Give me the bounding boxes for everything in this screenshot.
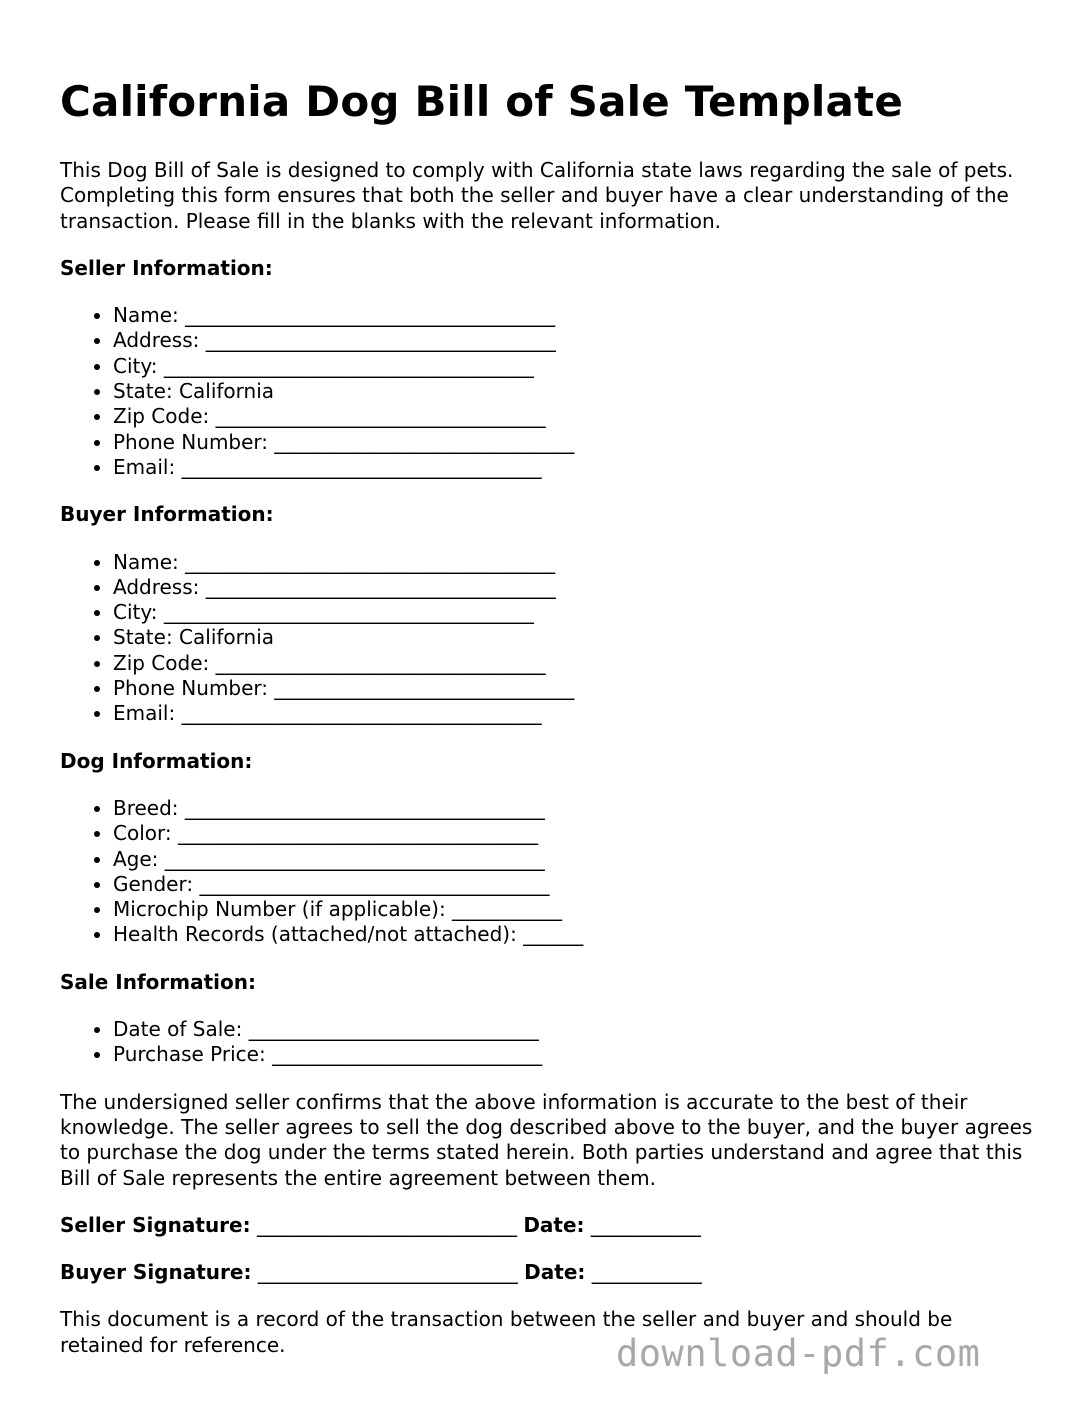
seller-email-field: • Email: ____________________________________ — [113, 455, 1040, 480]
buyer-name-field: • Name: _____________________________________ — [113, 550, 1040, 575]
seller-section-heading: Seller Information: — [60, 255, 273, 280]
dog-breed-field: • Breed: ____________________________________ — [113, 796, 1040, 821]
document-page — [60, 78, 1040, 1358]
buyer-signature-label: Buyer Signature: — [60, 1260, 252, 1285]
watermark-text: download-pdf.com — [616, 1332, 981, 1375]
buyer-address-field: • Address: ___________________________________ — [113, 575, 1040, 600]
sale-price-field: • Purchase Price: ___________________________ — [113, 1042, 1040, 1067]
sale-date-field: • Date of Sale: _____________________________ — [113, 1017, 1040, 1042]
dog-color-field: • Color: ____________________________________ — [113, 821, 1040, 846]
dog-health-records-field: • Health Records (attached/not attached): ______ — [113, 922, 1040, 947]
buyer-zip-field: • Zip Code: _________________________________ — [113, 651, 1040, 676]
seller-date-blank: ___________ — [584, 1212, 701, 1237]
seller-signature-blank: __________________________ — [250, 1212, 524, 1237]
document-title: California Dog Bill of Sale Template — [60, 77, 904, 126]
buyer-email-field: • Email: ____________________________________ — [113, 701, 1040, 726]
seller-field-list — [60, 303, 1040, 480]
dog-gender-field: • Gender: ___________________________________ — [113, 872, 1040, 897]
buyer-date-label: Date: — [524, 1260, 586, 1285]
dog-microchip-field: • Microchip Number (if applicable): ___________ — [113, 897, 1040, 922]
buyer-signature-line — [60, 1260, 1040, 1285]
seller-signature-label: Seller Signature: — [60, 1212, 251, 1237]
buyer-city-field: • City: _____________________________________ — [113, 600, 1040, 625]
seller-city-field: • City: _____________________________________ — [113, 354, 1040, 379]
sale-section-heading: Sale Information: — [60, 969, 256, 994]
seller-signature-line — [60, 1213, 1040, 1238]
dog-section-heading: Dog Information: — [60, 748, 253, 773]
seller-zip-field: • Zip Code: _________________________________ — [113, 404, 1040, 429]
buyer-date-blank: ___________ — [585, 1260, 702, 1285]
buyer-section-heading: Buyer Information: — [60, 502, 274, 527]
closing-paragraph: The undersigned seller confirms that the above information is accurate to the best of their knowledge. The seller agrees to sell the dog described above to the buyer, and the buyer agrees to purchase the dog under the terms stated herein. Both parties understand and agree that this Bill of Sale represents the entire agreement between them. — [60, 1089, 1033, 1190]
buyer-phone-field: • Phone Number: ______________________________ — [113, 676, 1040, 701]
seller-phone-field: • Phone Number: ______________________________ — [113, 430, 1040, 455]
footer-paragraph: This document is a record of the transaction between the seller and buyer and should be retained for reference. — [60, 1307, 953, 1357]
intro-paragraph: This Dog Bill of Sale is designed to comply with California state laws regarding the sale of pets. Completing this form ensures that both the seller and buyer have a clear understanding of the transaction. Please fill in the blanks with the relevant information. — [60, 158, 1014, 233]
seller-name-field: • Name: _____________________________________ — [113, 303, 1040, 328]
seller-state-field: • State: California — [113, 379, 1040, 404]
seller-date-label: Date: — [523, 1212, 585, 1237]
sale-field-list — [60, 1017, 1040, 1068]
dog-age-field: • Age: ______________________________________ — [113, 847, 1040, 872]
buyer-field-list — [60, 550, 1040, 727]
buyer-signature-blank: __________________________ — [251, 1260, 525, 1285]
buyer-state-field: • State: California — [113, 625, 1040, 650]
seller-address-field: • Address: ___________________________________ — [113, 328, 1040, 353]
dog-field-list — [60, 796, 1040, 948]
